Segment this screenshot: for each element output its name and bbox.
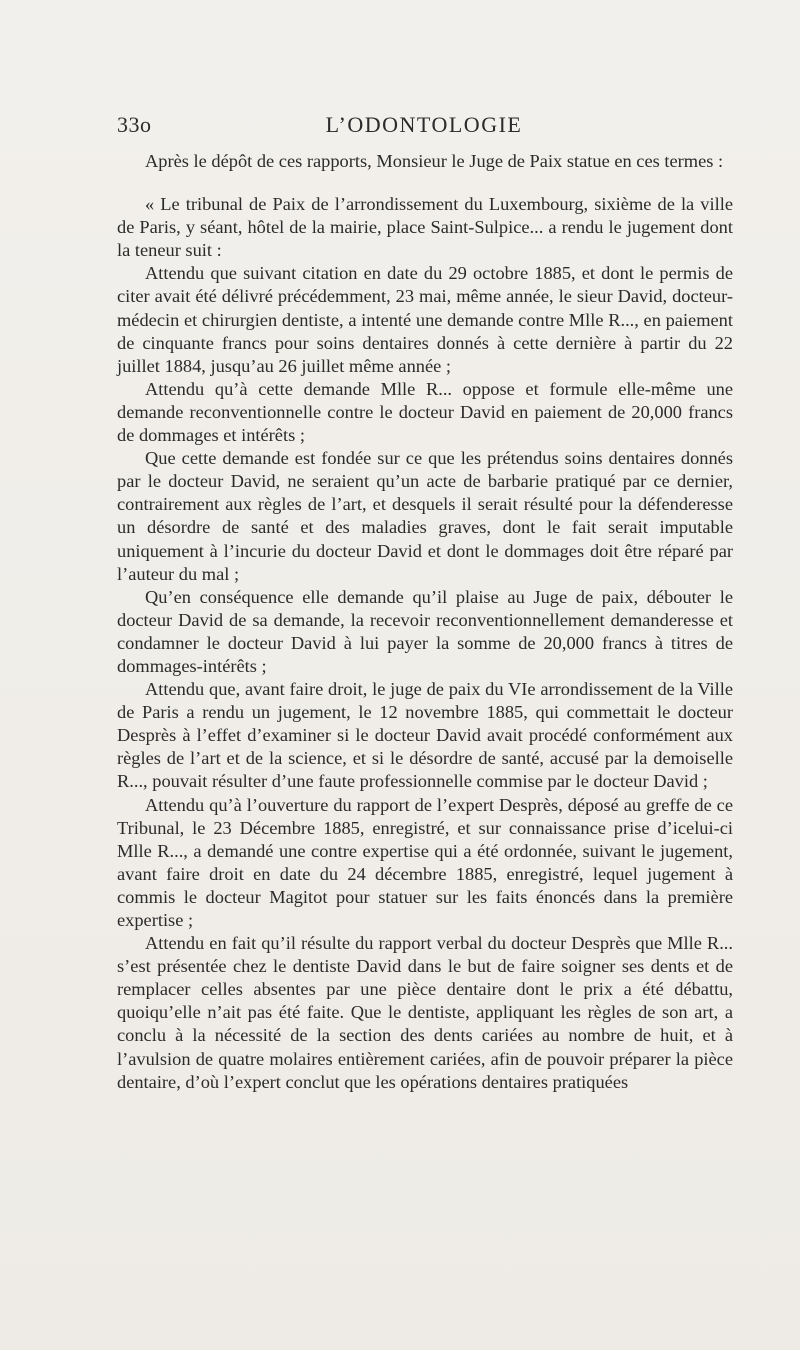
- body-text: [117, 150, 733, 1094]
- running-title: L’ODONTOLOGIE: [325, 112, 523, 137]
- paragraph: Attendu en fait qu’il résulte du rapport verbal du docteur Desprès que Mlle R... s’est présentée chez le dentiste David dans le but de faire soigner ses dents et de remplacer celles absentes par une pièce dentaire dont le prix a été débattu, quoiqu’elle n’ait pas été faite. Que le dentiste, appliquant les règles de son art, a conclu à la nécessité de la section des dents cariées au nombre de huit, et à l’avulsion de quatre molaires entièrement cariées, afin de pouvoir préparer la pièce dentaire, d’où l’expert conclut que les opérations dentaires pratiquées: [117, 933, 733, 1092]
- paragraph: Attendu que suivant citation en date du 29 octobre 1885, et dont le permis de citer avait été délivré précédemment, 23 mai, même année, le sieur David, docteur-médecin et chirurgien dentiste, a intenté une demande contre Mlle R..., en paiement de cinquante francs pour soins dentaires donnés à cette dernière à partir du 22 juillet 1884, jusqu’au 26 juillet même année ;: [117, 263, 733, 376]
- paragraph: Qu’en conséquence elle demande qu’il plaise au Juge de paix, débouter le docteur David de sa demande, la recevoir reconventionnellement demanderesse et condamner le docteur David à lui payer la somme de 20,000 francs à titres de dommages-intérêts ;: [117, 586, 733, 676]
- paragraph: Après le dépôt de ces rapports, Monsieur le Juge de Paix statue en ces termes :: [145, 151, 724, 171]
- paragraph: Que cette demande est fondée sur ce que les prétendus soins dentaires donnés par le docteur David, ne seraient qu’un acte de barbarie pratiqué par ce dernier, contrairement aux règles de l’art, et desquels il serait résulté pour la défenderesse un désordre de santé et des maladies graves, dont le fait serait imputable uniquement à l’incurie du docteur David et dont le dommages doit être réparé par l’auteur du mal ;: [117, 448, 733, 584]
- paragraph: Attendu qu’à l’ouverture du rapport de l’expert Desprès, déposé au greffe de ce Tribunal, le 23 Décembre 1885, enregistré, et sur connaissance prise d’icelui-ci Mlle R..., a demandé une contre expertise qui a été ordonnée, suivant le jugement, avant faire droit en date du 24 décembre 1885, enregistré, lequel jugement à commis le docteur Magitot pour statuer sur les faits énoncés dans la première expertise ;: [117, 794, 733, 930]
- paragraph: Attendu qu’à cette demande Mlle R... oppose et formule elle-même une demande reconventionnelle contre le docteur David en paiement de 20,000 francs de dommages et intérêts ;: [117, 378, 733, 446]
- paragraph: Attendu que, avant faire droit, le juge de paix du VIe arrondissement de la Ville de Paris a rendu un jugement, le 12 novembre 1885, qui commettait le docteur Desprès à l’effet d’examiner si le docteur David avait procédé conformément aux règles de l’art et de la science, et si le désordre de santé, accusé par la demoiselle R..., pouvait résulter d’une faute professionnelle commise par le docteur David ;: [117, 679, 733, 792]
- page-header: [117, 110, 731, 140]
- page-number: 33o: [117, 112, 152, 137]
- paragraph: « Le tribunal de Paix de l’arrondissement du Luxembourg, sixième de la ville de Paris, y séant, hôtel de la mairie, place Saint-Sulpice... a rendu le jugement dont la teneur suit :: [117, 194, 733, 261]
